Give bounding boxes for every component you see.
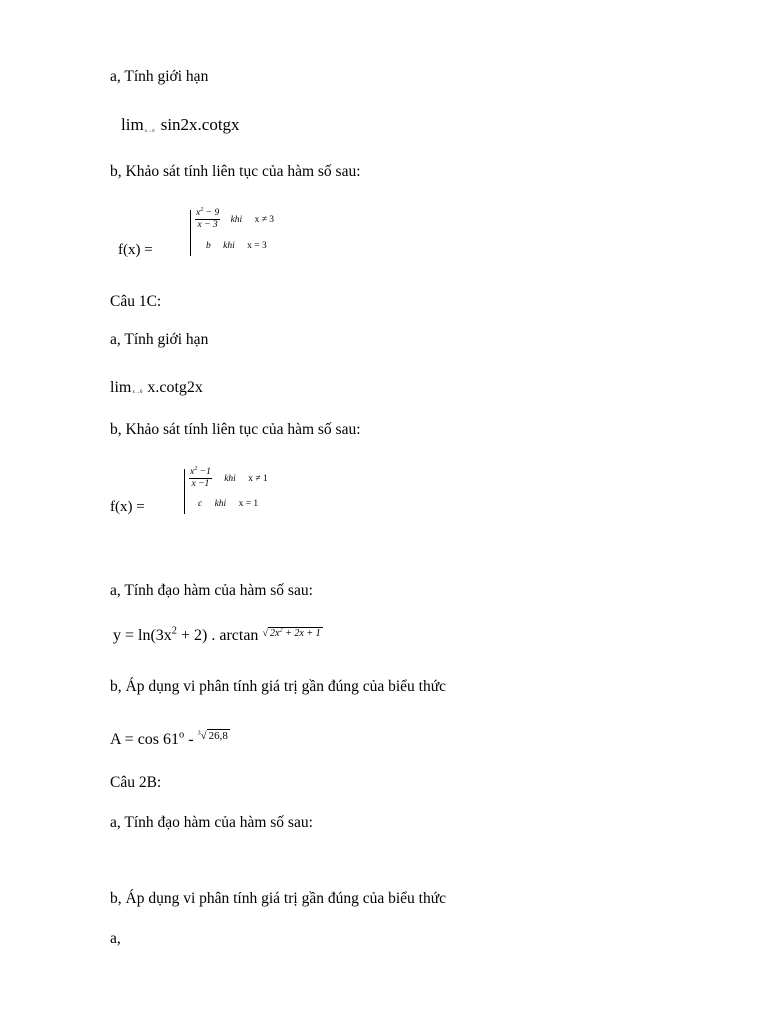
piecewise-function-2	[110, 467, 290, 527]
question-2b-b-text: b, Áp dụng vi phân tính giá trị gần đúng của biểu thức	[110, 890, 446, 907]
piecewise-case-1: $\frac{x^2 - 9}{x - 3}$ khi x ≠ 3	[196, 206, 275, 230]
brace-icon	[184, 469, 185, 514]
cube-root: 3√ 26,8	[197, 730, 228, 742]
question-2b-text: b, Áp dụng vi phân tính giá trị gần đúng của biểu thức	[110, 678, 446, 695]
piecewise-case-1: $\frac{x^2 -1}{x -1}$ khi x ≠ 1	[190, 465, 268, 489]
lim-subscript: x→π	[144, 129, 155, 134]
fraction: $\frac{x^2 - 9}{x - 3}$	[196, 206, 220, 230]
limit-expression-2: limx→0 x.cotg2x	[110, 379, 203, 396]
square-root: √ 2x2 + 2x + 1	[262, 626, 321, 639]
piecewise-case-2: b khi x = 3	[206, 241, 267, 251]
question-2b-a-text: a, Tính đạo hàm của hàm số sau:	[110, 814, 313, 831]
heading-cau-2b: Câu 2B:	[110, 774, 162, 791]
piecewise-function-1	[118, 208, 298, 270]
question-1a-text: a, Tính giới hạn	[110, 68, 209, 85]
piecewise-lhs: f(x) =	[110, 499, 145, 515]
question-2a-text: a, Tính đạo hàm của hàm số sau:	[110, 582, 313, 599]
piecewise-lhs: f(x) =	[118, 242, 153, 258]
piecewise-case-2: c khi x = 1	[198, 499, 259, 509]
approximation-expression: A = cos 61$^o$ - $^{^3√ 26,8}$	[110, 729, 228, 748]
heading-cau-1c: Câu 1C:	[110, 293, 162, 310]
derivative-expression: $y = \ln(3x^2 + 2)$ . arctan $^{√ 2x^2 + 2x + 1}$	[113, 625, 321, 644]
limit-expression-1	[121, 115, 240, 135]
question-1b-text: b, Khảo sát tính liên tục của hàm số sau:	[110, 163, 361, 180]
limit-body: sin2x.cotgx	[160, 115, 240, 134]
question-1c-a-text: a, Tính giới hạn	[110, 331, 209, 348]
lim-word: lim	[121, 115, 144, 134]
question-a-fragment: a,	[110, 930, 121, 947]
question-1c-b-text: b, Khảo sát tính liên tục của hàm số sau:	[110, 421, 361, 438]
brace-icon	[190, 210, 191, 256]
